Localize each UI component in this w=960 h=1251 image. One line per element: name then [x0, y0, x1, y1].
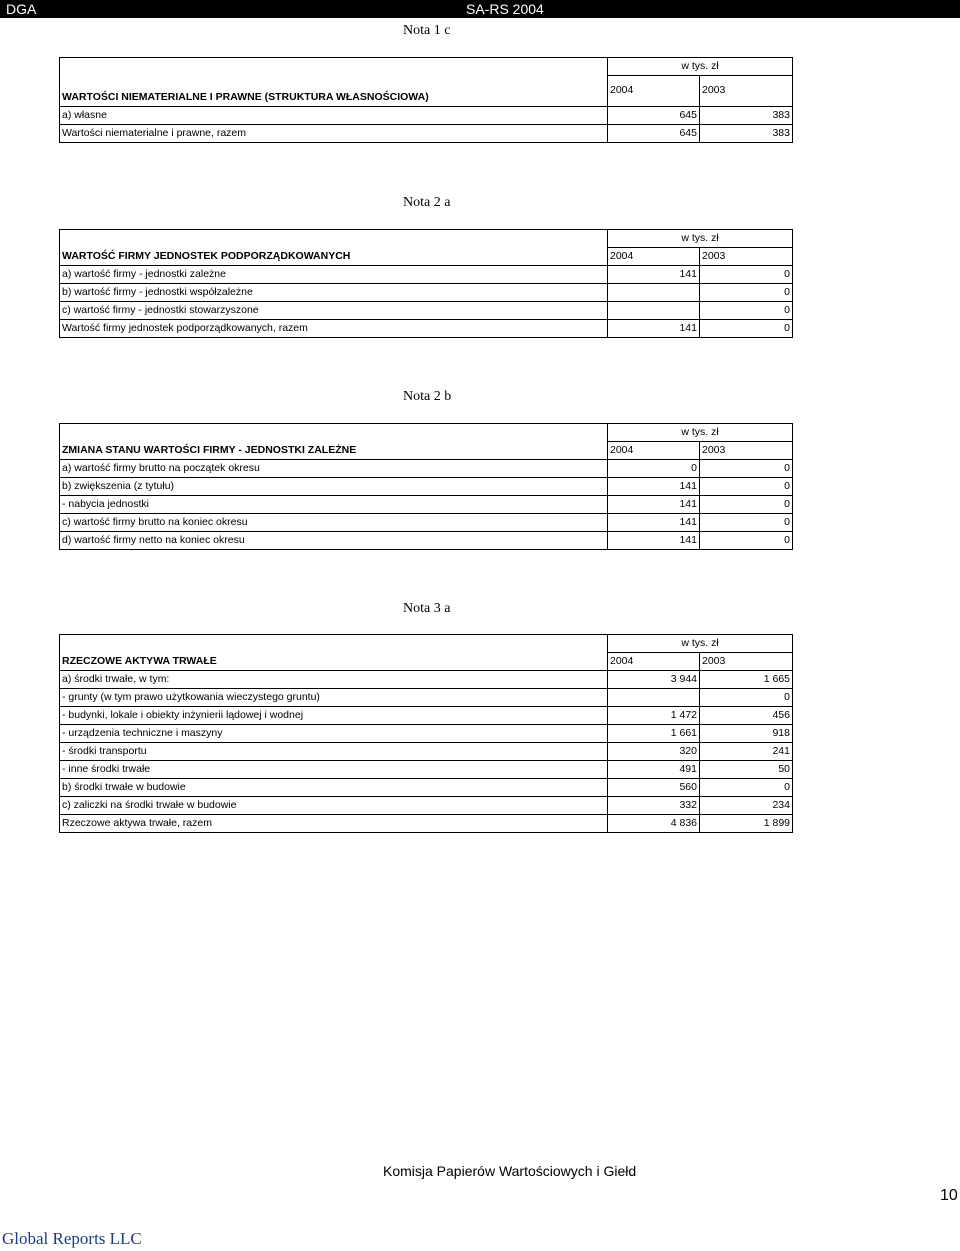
table-row: - środki transportu 320 241	[60, 743, 793, 761]
table-row: d) wartość firmy netto na koniec okresu 141 0	[60, 532, 793, 550]
year-2003: 2003	[700, 442, 793, 460]
note-table	[59, 229, 793, 338]
table-row: c) wartość firmy brutto na koniec okresu 141 0	[60, 514, 793, 532]
unit-label: w tys. zł	[608, 58, 793, 76]
year-2003: 2003	[700, 653, 793, 671]
table-row: - nabycia jednostki 141 0	[60, 496, 793, 514]
unit-label: w tys. zł	[608, 635, 793, 653]
note-title: Nota 3 a	[403, 601, 451, 616]
year-2004: 2004	[608, 248, 700, 266]
year-2003: 2003	[700, 76, 793, 107]
note-title: Nota 1 c	[403, 23, 451, 38]
unit-label: w tys. zł	[608, 230, 793, 248]
note-title: Nota 2 b	[403, 389, 452, 404]
unit-label: w tys. zł	[608, 424, 793, 442]
year-2003: 2003	[700, 248, 793, 266]
table-row: Rzeczowe aktywa trwałe, razem 4 836 1 899	[60, 815, 793, 833]
header-left: DGA	[6, 1, 37, 17]
note-table	[59, 634, 793, 833]
note-table	[59, 57, 793, 143]
table-row: b) zwiększenia (z tytułu) 141 0	[60, 478, 793, 496]
table-row: b) wartość firmy - jednostki współzależne 0	[60, 284, 793, 302]
table-row: a) wartość firmy brutto na początek okresu 0 0	[60, 460, 793, 478]
page-header-bar	[0, 0, 960, 18]
brand-watermark: Global Reports LLC	[2, 1229, 142, 1248]
footer-institution: Komisja Papierów Wartościowych i Giełd	[383, 1163, 637, 1179]
header-center: SA-RS 2004	[466, 1, 544, 17]
table-row: - budynki, lokale i obiekty inżynierii lądowej i wodnej 1 472 456	[60, 707, 793, 725]
table-row: c) zaliczki na środki trwałe w budowie 332 234	[60, 797, 793, 815]
table-row: c) wartość firmy - jednostki stowarzyszone 0	[60, 302, 793, 320]
table-row: - urządzenia techniczne i maszyny 1 661 918	[60, 725, 793, 743]
year-2004: 2004	[608, 442, 700, 460]
table-row: b) środki trwałe w budowie 560 0	[60, 779, 793, 797]
table-row: - inne środki trwałe 491 50	[60, 761, 793, 779]
table-row: - grunty (w tym prawo użytkowania wieczystego gruntu) 0	[60, 689, 793, 707]
table-row: a) środki trwałe, w tym: 3 944 1 665	[60, 671, 793, 689]
note-table	[59, 423, 793, 550]
year-2004: 2004	[608, 653, 700, 671]
table-heading: ZMIANA STANU WARTOŚCI FIRMY - JEDNOSTKI ZALEŻNE	[60, 442, 608, 460]
page-number: 10	[940, 1187, 958, 1204]
year-2004: 2004	[608, 76, 700, 107]
table-heading: RZECZOWE AKTYWA TRWAŁE	[60, 653, 608, 671]
table-heading: WARTOŚCI NIEMATERIALNE I PRAWNE (STRUKTURA WŁASNOŚCIOWA)	[60, 76, 608, 107]
table-row: a) wartość firmy - jednostki zależne 141 0	[60, 266, 793, 284]
table-row: a) własne 645 383	[60, 106, 793, 124]
table-row: Wartości niematerialne i prawne, razem 645 383	[60, 124, 793, 142]
table-heading: WARTOŚĆ FIRMY JEDNOSTEK PODPORZĄDKOWANYCH	[60, 248, 608, 266]
note-title: Nota 2 a	[403, 195, 451, 210]
table-row: Wartość firmy jednostek podporządkowanych, razem 141 0	[60, 320, 793, 338]
